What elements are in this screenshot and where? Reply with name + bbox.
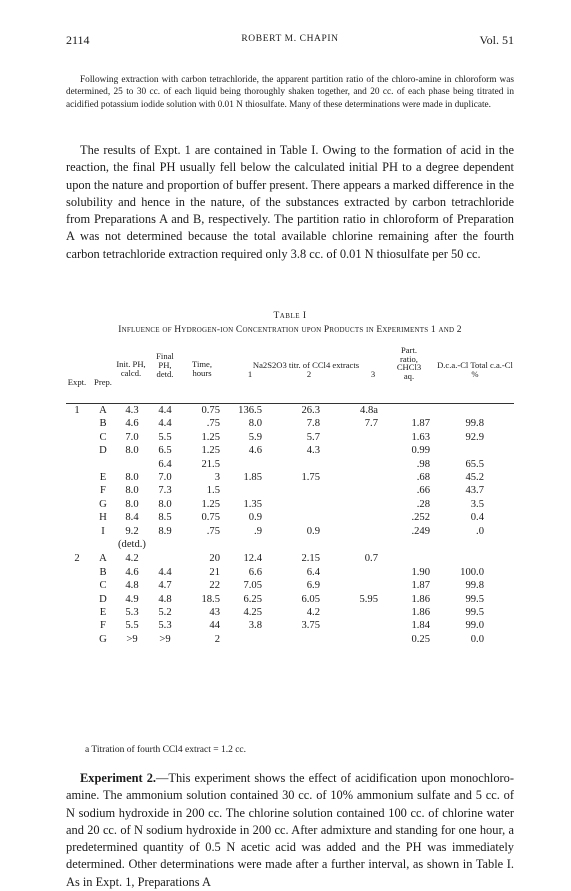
cell-titr-2: 5.7 (306, 431, 320, 443)
cell-final-ph: 5.3 (158, 620, 172, 632)
cell-titr-3: 4.8a (360, 405, 378, 416)
cell-time: 18.5 (201, 593, 220, 605)
cell-titr-2: 7.8 (306, 418, 320, 430)
cell-prep: H (99, 512, 107, 524)
cell-titr-3: 7.7 (364, 418, 378, 430)
cell-part-ratio: .28 (416, 498, 430, 510)
cell-init-ph: 8.0 (125, 472, 139, 483)
cell-time: .75 (206, 418, 220, 430)
cell-prep: I (101, 525, 105, 537)
cell-dca: 99.0 (465, 620, 484, 632)
table-row (0, 418, 571, 431)
table-row (0, 445, 571, 458)
cell-part-ratio: 1.87 (411, 580, 430, 592)
cell-time: 0.75 (201, 512, 220, 524)
cell-time: 44 (209, 620, 220, 632)
cell-time: 1.25 (201, 498, 220, 510)
cell-titr-2: 26.3 (301, 405, 320, 416)
cell-init-ph: 4.6 (125, 418, 139, 430)
cell-prep: E (99, 607, 107, 618)
table-row (0, 634, 571, 647)
cell-init-ph: 7.0 (125, 431, 139, 443)
cell-titr-2: 6.05 (301, 593, 320, 605)
results-paragraph (66, 142, 514, 263)
cell-prep: A (99, 553, 107, 565)
table-caption: Influence of Hydrogen-ion Concentration upon Products in Experiments 1 and 2 (118, 325, 462, 335)
cell-titr-1: 0.9 (248, 512, 262, 524)
cell-part-ratio: 1.84 (411, 620, 430, 632)
cell-time: 43 (209, 607, 220, 618)
cell-part-ratio: .68 (416, 472, 430, 483)
cell-dca: 99.5 (465, 593, 484, 605)
experiment2-heading: Experiment 2. (80, 771, 157, 785)
cell-init-ph: 4.8 (125, 580, 139, 592)
cell-titr-1: 4.6 (248, 445, 262, 457)
table-row (0, 580, 571, 593)
cell-dca: 99.8 (465, 580, 484, 592)
cell-init-ph: 4.3 (125, 405, 139, 416)
cell-final-ph: 4.4 (158, 418, 172, 430)
cell-time: 2 (214, 633, 220, 645)
cell-titr-3: 0.7 (364, 553, 378, 565)
cell-dca: 0.0 (470, 633, 484, 645)
table-row (0, 620, 571, 633)
cell-final-ph: 6.4 (158, 458, 172, 470)
cell-init-ph: 9.2 (125, 525, 139, 537)
cell-final-ph: 8.0 (158, 498, 172, 510)
cell-prep: E (99, 472, 107, 483)
cell-final-ph: 7.3 (158, 485, 172, 497)
cell-dca: 43.7 (465, 485, 484, 497)
cell-titr-3: 5.95 (359, 593, 378, 605)
cell-titr-1: .9 (254, 525, 262, 537)
cell-time: .75 (206, 525, 220, 537)
header-time: Time, hours (192, 359, 212, 378)
cell-prep: C (99, 431, 107, 443)
header-part-ratio: Part. ratio, CHCl3 aq. (396, 345, 422, 381)
cell-time: 21.5 (201, 458, 220, 470)
table-row (0, 512, 571, 525)
cell-titr-1: 6.25 (243, 593, 262, 605)
cell-prep: D (99, 445, 107, 457)
header-final-ph: Final PH, detd. (156, 351, 174, 379)
cell-titr-2: 4.2 (306, 607, 320, 618)
table-row (0, 459, 571, 472)
method-note (66, 74, 514, 111)
cell-titr-2: 2.15 (301, 553, 320, 565)
cell-dca: 3.5 (470, 498, 484, 510)
cell-titr-2: 3.75 (301, 620, 320, 632)
running-header (66, 33, 514, 49)
cell-part-ratio: 1.90 (411, 566, 430, 578)
cell-titr-1: 12.4 (243, 553, 262, 565)
table-row (0, 485, 571, 498)
table-header (0, 345, 571, 404)
cell-titr-2: 6.9 (306, 580, 320, 592)
cell-init-ph: >9 (126, 633, 138, 645)
cell-time: 1.25 (201, 445, 220, 457)
cell-prep: B (99, 566, 107, 578)
table-row (0, 526, 571, 539)
cell-dca: 65.5 (465, 458, 484, 470)
cell-dca: 45.2 (465, 472, 484, 483)
cell-dca: 99.5 (465, 607, 484, 618)
cell-titr-1: 7.05 (243, 580, 262, 592)
experiment2-text: —This experiment shows the effect of acidification upon monochloro-amine. The ammonium solution contained 30 cc. of 10% ammonium sulfate and 5 cc. of N sodium hydroxide in 200 cc. The chlorine solution contained 100 cc. of chlorine water and 20 cc. of N sodium hydroxide in 200 cc. After admixture and standing for one hour, a predetermined quantity of 0.5 N acetic acid was added and the PH was immediately determined. Other determinations were made after a further interval, as shown in Table I. As in Expt. 1, Preparations A (66, 771, 514, 889)
cell-part-ratio: 1.63 (411, 431, 430, 443)
cell-prep: G (99, 498, 107, 510)
cell-part-ratio: .98 (416, 458, 430, 470)
cell-titr-1: 3.8 (248, 620, 262, 632)
header-init-ph: Init. PH, calcd. (116, 359, 146, 378)
author-name: ROBERT M. CHAPIN (241, 34, 339, 44)
cell-init-ph: 4.9 (125, 593, 139, 605)
cell-part-ratio: 1.87 (411, 418, 430, 430)
cell-final-ph: 4.4 (158, 405, 172, 416)
cell-final-ph: 4.4 (158, 566, 172, 578)
header-titr-2: 2 (306, 369, 312, 379)
cell-titr-2: 4.3 (306, 445, 320, 457)
cell-prep: F (100, 620, 106, 632)
cell-prep: C (99, 580, 107, 592)
header-dca: D.c.a.-Cl Total c.a.-Cl % (437, 360, 513, 379)
cell-part-ratio: 0.99 (411, 445, 430, 457)
cell-titr-1: 136.5 (238, 405, 262, 416)
table-row (0, 607, 571, 620)
volume-label: Vol. 51 (479, 33, 514, 47)
table-label: Table I (273, 311, 307, 321)
cell-init-ph: 5.5 (125, 620, 139, 632)
cell-final-ph: 6.5 (158, 445, 172, 457)
cell-titr-1: 1.35 (243, 498, 262, 510)
cell-dca: 92.9 (465, 431, 484, 443)
cell-titr-1: 5.9 (248, 431, 262, 443)
cell-init-ph: 4.2 (125, 553, 139, 565)
table-row (0, 405, 571, 418)
cell-final-ph: 8.9 (158, 525, 172, 537)
cell-time: 22 (209, 580, 220, 592)
cell-prep: F (100, 485, 106, 497)
cell-titr-1: 4.25 (243, 607, 262, 618)
cell-final-ph: 7.0 (158, 472, 172, 483)
header-prep: Prep. (94, 377, 112, 387)
table-row (0, 539, 571, 552)
cell-time: 1.25 (201, 431, 220, 443)
cell-part-ratio: .252 (411, 512, 430, 524)
cell-part-ratio: 0.25 (411, 633, 430, 645)
cell-final-ph: 5.5 (158, 431, 172, 443)
cell-time: 1.5 (206, 485, 220, 497)
cell-titr-1: 1.85 (243, 472, 262, 483)
cell-time: 3 (214, 472, 220, 483)
cell-final-ph: >9 (159, 633, 171, 645)
cell-dca: .0 (476, 525, 484, 537)
cell-init-ph: 8.0 (125, 485, 139, 497)
header-titr-group: Na2S2O3 titr. of CCl4 extracts (252, 360, 360, 370)
cell-final-ph: 8.5 (158, 512, 172, 524)
cell-final-ph: 4.7 (158, 580, 172, 592)
cell-prep: B (99, 418, 107, 430)
cell-prep: G (99, 633, 107, 645)
cell-part-ratio: 1.86 (411, 607, 430, 618)
cell-init-ph: 4.6 (125, 566, 139, 578)
cell-dca: 100.0 (460, 566, 484, 578)
table-row (0, 472, 571, 485)
cell-part-ratio: .66 (416, 485, 430, 497)
cell-time: 0.75 (201, 405, 220, 416)
cell-part-ratio: .249 (411, 525, 430, 537)
cell-dca: 0.4 (470, 512, 484, 524)
cell-titr-2: 1.75 (301, 472, 320, 483)
cell-init-ph: 8.0 (125, 498, 139, 510)
header-underline (66, 403, 514, 404)
table-row (0, 432, 571, 445)
header-titr-3: 3 (370, 369, 376, 379)
header-expt: Expt. (67, 377, 87, 387)
results-paragraph-text: The results of Expt. 1 are contained in Table I. Owing to the formation of acid in the reaction, the final PH usually fell below the calculated initial PH to a degree dependent upon the nature and proportion of buffer present. There appears a marked difference in the solubility and hence in the nature, of the substances extracted by carbon tetrachloride from Preparations A and B, respectively. The partition ratio in chloroform of Preparation A was not determined because the total available chlorine remaining after the fourth carbon tetrachloride extraction required only 3.8 cc. of 0.01 N thiosulfate per 50 cc. (66, 143, 514, 261)
cell-expt: 1 (74, 405, 80, 416)
cell-time: 21 (209, 566, 220, 578)
cell-init-ph: 5.3 (125, 607, 139, 618)
table-row (0, 594, 571, 607)
cell-dca: 99.8 (465, 418, 484, 430)
page-number: 2114 (66, 33, 90, 47)
table-row (0, 567, 571, 580)
cell-part-ratio: 1.86 (411, 593, 430, 605)
cell-init-ph: 8.0 (125, 445, 139, 457)
cell-prep: A (99, 405, 107, 416)
experiment2-paragraph (66, 770, 514, 891)
cell-init-ph: (detd.) (118, 539, 146, 550)
cell-init-ph: 8.4 (125, 512, 139, 524)
cell-titr-2: 0.9 (306, 525, 320, 537)
cell-final-ph: 5.2 (158, 607, 172, 618)
table-footnote: a Titration of fourth CCl4 extract = 1.2 cc. (85, 745, 247, 755)
table-row (0, 499, 571, 512)
header-titr-1: 1 (247, 369, 253, 379)
cell-titr-1: 8.0 (248, 418, 262, 430)
cell-prep: D (99, 593, 107, 605)
cell-expt: 2 (74, 553, 80, 565)
cell-titr-1: 6.6 (248, 566, 262, 578)
cell-titr-2: 6.4 (306, 566, 320, 578)
table-row (0, 553, 571, 566)
cell-time: 20 (209, 553, 220, 565)
method-note-text: Following extraction with carbon tetrachloride, the apparent partition ratio of the chloro-amine in chloroform was determined, 25 to 30 cc. of each liquid being thoroughly shaken together, and 20 cc. of each phase being titrated in acidified potassium iodide solution with 0.01 N thiosulfate. Many of these determinations were made in duplicate. (66, 75, 514, 110)
cell-final-ph: 4.8 (158, 593, 172, 605)
